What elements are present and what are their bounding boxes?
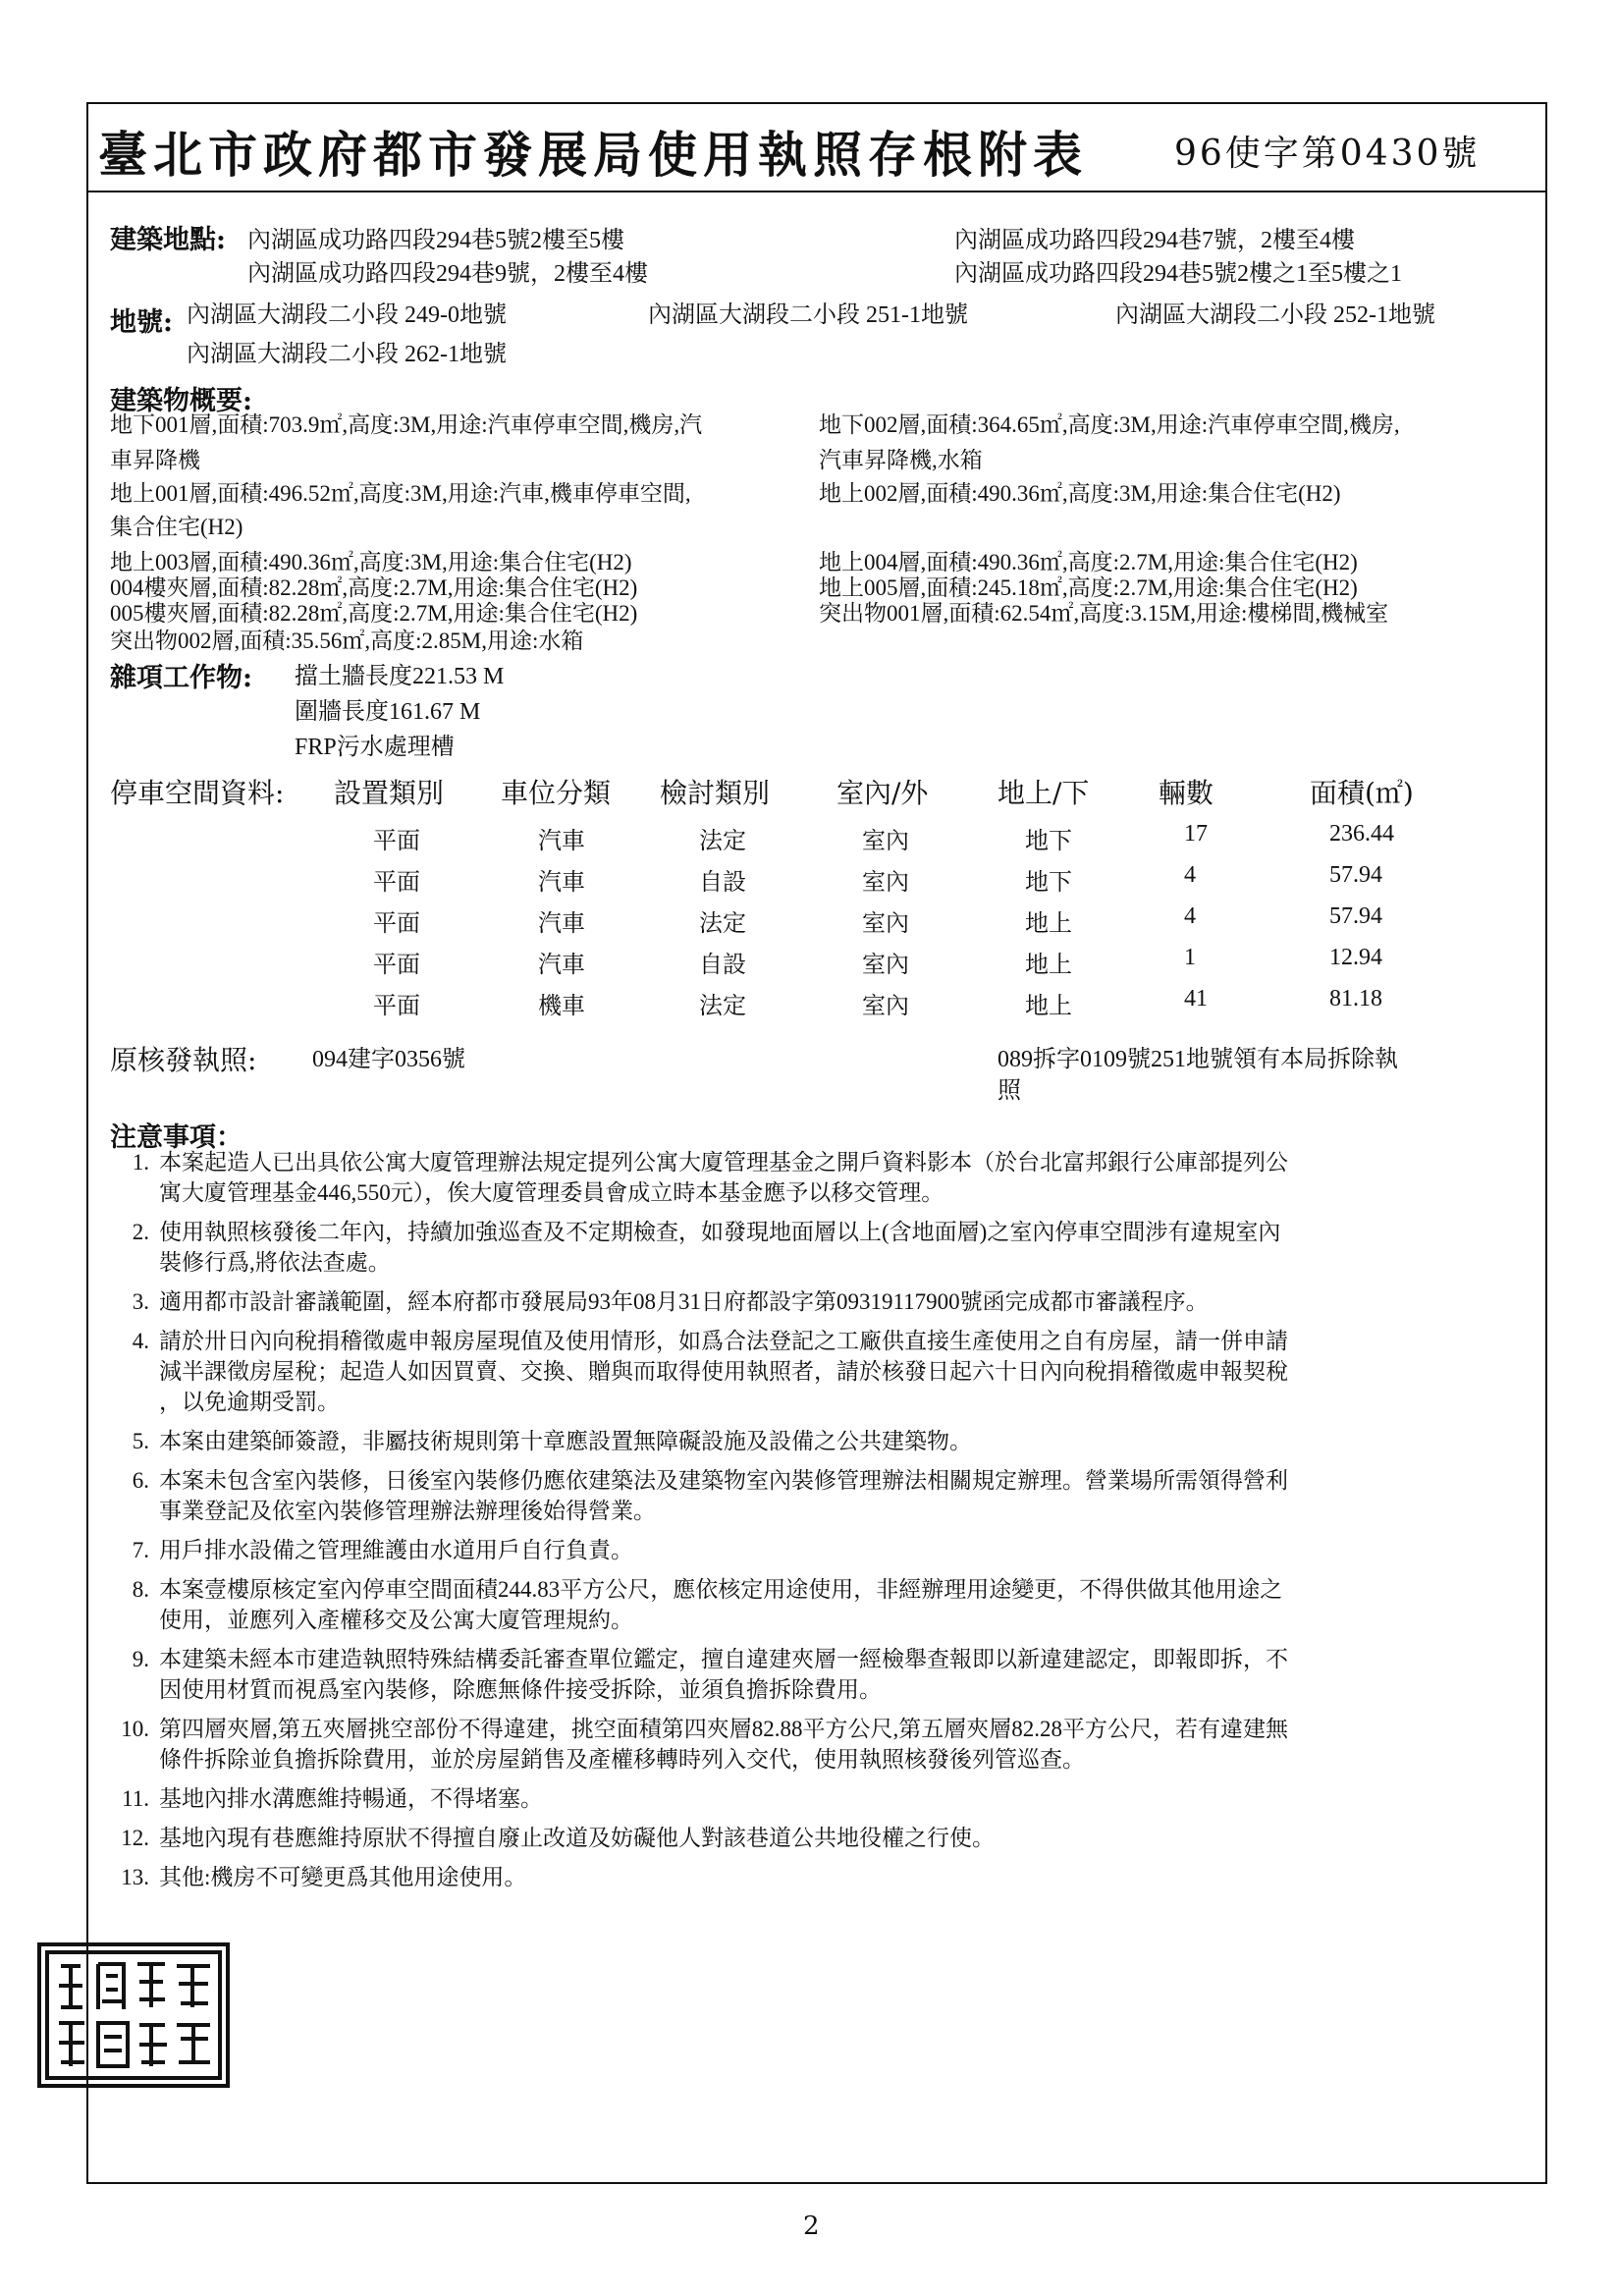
building-line: 汽車昇降機,水箱 [819, 448, 983, 472]
parking-cell: 12.94 [1329, 945, 1382, 970]
building-label: 建築物概要: [110, 386, 252, 416]
note-text: 寓大廈管理基金446,550元），俟大廈管理委員會成立時本基金應予以移交管理。 [159, 1180, 944, 1205]
parking-cell: 57.94 [1329, 903, 1382, 929]
site-line-3: 內湖區成功路四段294巷9號，2樓至4樓 [247, 261, 648, 287]
parking-cell: 地上 [1025, 994, 1072, 1019]
permit-number: 96使字第0430號 [1174, 134, 1481, 174]
site-line-1: 內湖區成功路四段294巷5號2樓至5樓 [247, 228, 624, 253]
note-number: 9. [132, 1647, 149, 1671]
parking-header: 地上/下 [998, 777, 1090, 809]
parking-header: 設置類別 [334, 777, 445, 809]
building-line: 005樓夾層,面積:82.28㎡,高度:2.7M,用途:集合住宅(H2) [110, 601, 638, 626]
note-number: 1. [132, 1150, 149, 1175]
note-text: 請於卅日內向稅捐稽徵處申報房屋現值及使用情形，如爲合法登記之工廠供直接生產使用之自有房屋，請一併申請 [159, 1329, 1288, 1353]
note-text: 條件拆除並負擔拆除費用，並於房屋銷售及產權移轉時列入交代，使用執照核發後列管巡查。 [159, 1747, 1085, 1772]
parking-cell: 平面 [373, 829, 420, 854]
note-text: 使用，並應列入產權移交及公寓大廈管理規約。 [159, 1608, 633, 1632]
note-number: 13. [121, 1865, 149, 1889]
note-text: 基地內現有巷應維持原狀不得擅自廢止改道及妨礙他人對該巷道公共地役權之行使。 [159, 1826, 995, 1850]
parking-cell: 17 [1184, 821, 1208, 847]
note-text: 適用都市設計審議範圍，經本府都市發展局93年08月31日府都設字第09319117900號函完成都市審議程序。 [159, 1289, 1209, 1314]
parking-cell: 法定 [699, 829, 746, 854]
parking-header: 檢討類別 [660, 777, 771, 809]
parking-cell: 汽車 [538, 870, 585, 896]
parking-cell: 室內 [862, 911, 909, 937]
note-number: 7. [132, 1538, 149, 1562]
parking-cell: 平面 [373, 953, 420, 978]
lot-line-3: 內湖區大湖段二小段 252-1地號 [1115, 302, 1435, 328]
misc-label: 雜項工作物: [110, 663, 252, 693]
parking-cell: 4 [1184, 903, 1196, 929]
site-line-2: 內湖區成功路四段294巷7號，2樓至4樓 [954, 228, 1355, 253]
building-line: 地下002層,面積:364.65㎡,高度:3M,用途:汽車停車空間,機房, [819, 412, 1400, 437]
note-text: 本案起造人已出具依公寓大廈管理辦法規定提列公寓大廈管理基金之開戶資料影本（於台北富邦銀行公庫部提列公 [159, 1150, 1288, 1175]
seal-glyphs [41, 1946, 226, 2084]
parking-cell: 地下 [1025, 829, 1072, 854]
parking-cell: 自設 [699, 953, 746, 978]
parking-cell: 室內 [862, 994, 909, 1019]
lot-line-4: 內湖區大湖段二小段 262-1地號 [187, 342, 507, 367]
note-text: 事業登記及依室內裝修管理辦法辦理後始得營業。 [159, 1499, 656, 1523]
note-number: 10. [121, 1717, 149, 1741]
parking-cell: 地下 [1025, 870, 1072, 896]
page-title: 臺北市政府都市發展局使用執照存根附表 [98, 126, 1088, 184]
note-number: 3. [132, 1289, 149, 1314]
note-text: 使用執照核發後二年內，持續加強巡查及不定期檢查，如發現地面層以上(含地面層)之室內停車空間涉有違規室內 [159, 1220, 1281, 1244]
original-permit-value: 094建字0356號 [312, 1047, 465, 1072]
note-text: 本案未包含室內裝修，日後室內裝修仍應依建築法及建築物室內裝修管理辦法相關規定辦理。營業場所需領得營利 [159, 1468, 1288, 1493]
parking-header: 車位分類 [501, 777, 612, 809]
parking-header: 室內/外 [836, 777, 929, 809]
building-line: 地下001層,面積:703.9㎡,高度:3M,用途:汽車停車空間,機房,汽 [110, 412, 703, 437]
building-line: 車昇降機 [110, 448, 200, 472]
lot-label: 地號: [110, 307, 173, 338]
parking-cell: 平面 [373, 994, 420, 1019]
parking-cell: 汽車 [538, 911, 585, 937]
building-line: 004樓夾層,面積:82.28㎡,高度:2.7M,用途:集合住宅(H2) [110, 575, 638, 600]
note-number: 5. [132, 1429, 149, 1453]
building-line: 地上001層,面積:496.52㎡,高度:3M,用途:汽車,機車停車空間, [110, 481, 691, 506]
building-line: 地上002層,面積:490.36㎡,高度:3M,用途:集合住宅(H2) [819, 481, 1341, 506]
misc-line: 圍牆長度161.67 M [295, 699, 481, 725]
notes-label: 注意事項： [110, 1122, 243, 1153]
note-text: 基地內排水溝應維持暢通，不得堵塞。 [159, 1786, 543, 1811]
note-text: 第四層夾層,第五夾層挑空部份不得違建，挑空面積第四夾層82.88平方公尺,第五層夾層82.28平方公尺，若有違建無 [159, 1717, 1288, 1741]
parking-cell: 平面 [373, 911, 420, 937]
site-line-4: 內湖區成功路四段294巷5號2樓之1至5樓之1 [954, 261, 1402, 287]
parking-cell: 汽車 [538, 829, 585, 854]
note-text: 本案由建築師簽證，非屬技術規則第十章應設置無障礙設施及設備之公共建築物。 [159, 1429, 972, 1453]
original-permit-note: 照 [998, 1078, 1021, 1104]
parking-cell: 地上 [1025, 911, 1072, 937]
note-text: 其他:機房不可變更爲其他用途使用。 [159, 1865, 527, 1889]
parking-cell: 機車 [538, 994, 585, 1019]
parking-cell: 室內 [862, 870, 909, 896]
parking-cell: 室內 [862, 829, 909, 854]
misc-line: 擋土牆長度221.53 M [295, 664, 505, 689]
building-line: 地上005層,面積:245.18㎡,高度:2.7M,用途:集合住宅(H2) [819, 575, 1358, 600]
parking-cell: 地上 [1025, 953, 1072, 978]
parking-cell: 平面 [373, 870, 420, 896]
note-text: 本建築未經本市建造執照特殊結構委託審查單位鑑定，擅自違建夾層一經檢舉查報即以新違建認定，即報即拆，不 [159, 1647, 1288, 1671]
site-label: 建築地點: [110, 225, 226, 255]
parking-cell: 自設 [699, 870, 746, 896]
note-number: 4. [132, 1329, 149, 1353]
note-number: 11. [122, 1786, 149, 1811]
misc-line: FRP污水處理槽 [295, 735, 455, 760]
parking-header: 面積(㎡) [1310, 777, 1414, 809]
building-line: 突出物001層,面積:62.54㎡,高度:3.15M,用途:樓梯間,機械室 [819, 601, 1389, 626]
note-number: 12. [121, 1826, 149, 1850]
building-line: 集合住宅(H2) [110, 515, 243, 539]
note-text: ，以免逾期受罰。 [159, 1390, 340, 1414]
note-text: 用戶排水設備之管理維護由水道用戶自行負責。 [159, 1538, 633, 1562]
building-line: 地上003層,面積:490.36㎡,高度:3M,用途:集合住宅(H2) [110, 550, 632, 574]
parking-cell: 81.18 [1329, 986, 1382, 1011]
building-line: 突出物002層,面積:35.56㎡,高度:2.85M,用途:水箱 [110, 629, 584, 653]
parking-cell: 57.94 [1329, 862, 1382, 888]
page-number: 2 [803, 2212, 820, 2241]
note-number: 2. [132, 1220, 149, 1244]
parking-cell: 4 [1184, 862, 1196, 888]
note-number: 8. [132, 1577, 149, 1602]
original-permit-label: 原核發執照: [110, 1044, 257, 1076]
parking-cell: 法定 [699, 911, 746, 937]
lot-line-1: 內湖區大湖段二小段 249-0地號 [187, 302, 507, 328]
parking-cell: 汽車 [538, 953, 585, 978]
official-seal [37, 1942, 230, 2088]
note-number: 6. [132, 1468, 149, 1493]
note-text: 因使用材質而視爲室內裝修，除應無條件接受拆除，並須負擔拆除費用。 [159, 1677, 882, 1702]
note-text: 裝修行爲,將依法查處。 [159, 1250, 391, 1275]
parking-cell: 室內 [862, 953, 909, 978]
parking-cell: 1 [1184, 945, 1196, 970]
parking-cell: 236.44 [1329, 821, 1394, 847]
note-text: 減半課徵房屋稅；起造人如因買賣、交換、贈與而取得使用執照者，請於核發日起六十日內向稅捐稽徵處申報契稅 [159, 1359, 1288, 1384]
parking-header: 輛數 [1159, 777, 1214, 809]
original-permit-note: 089拆字0109號251地號領有本局拆除執 [998, 1047, 1398, 1072]
lot-line-2: 內湖區大湖段二小段 251-1地號 [648, 302, 968, 328]
parking-cell: 41 [1184, 986, 1208, 1011]
note-text: 本案壹樓原核定室內停車空間面積244.83平方公尺，應依核定用途使用，非經辦理用途變更，不得供做其他用途之 [159, 1577, 1283, 1602]
parking-label: 停車空間資料: [110, 777, 285, 809]
building-line: 地上004層,面積:490.36㎡,高度:2.7M,用途:集合住宅(H2) [819, 550, 1358, 574]
parking-cell: 法定 [699, 994, 746, 1019]
